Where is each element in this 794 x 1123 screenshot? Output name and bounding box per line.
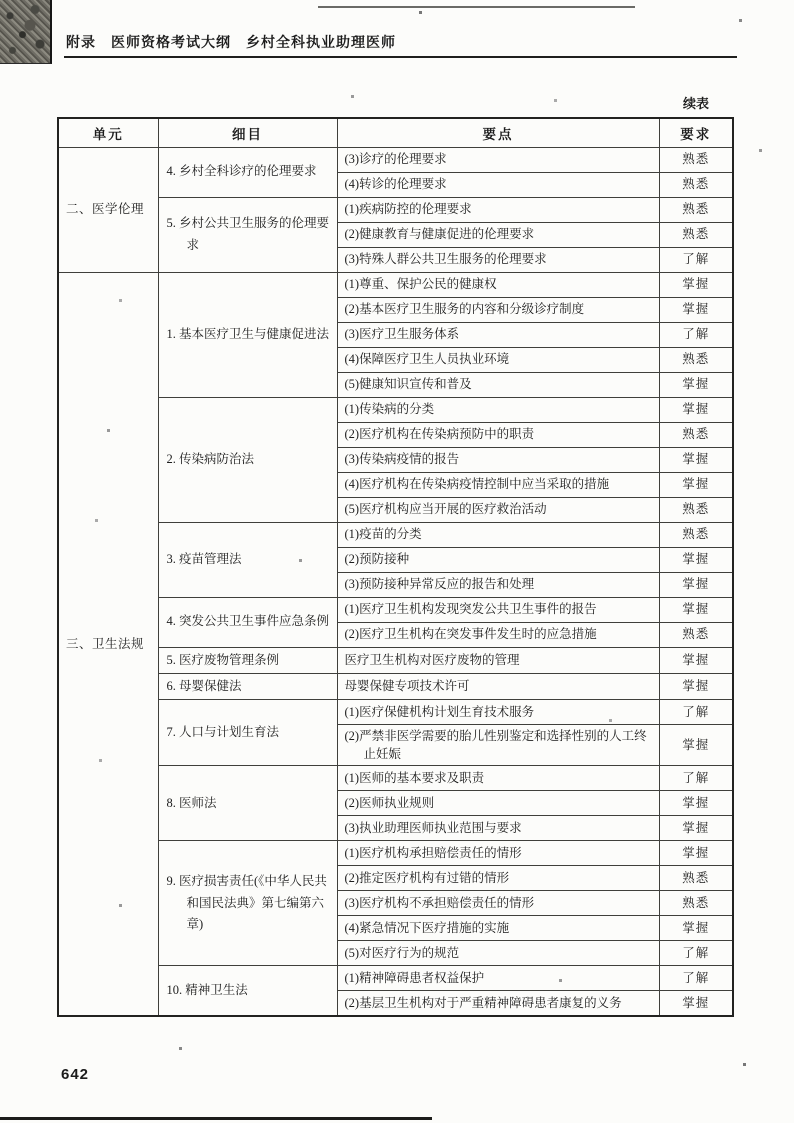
item-cell: 4. 突发公共卫生事件应急条例 xyxy=(158,597,337,647)
point-cell: (3)特殊人群公共卫生服务的伦理要求 xyxy=(337,247,659,272)
point-cell: (4)转诊的伦理要求 xyxy=(337,172,659,197)
table-row xyxy=(58,197,733,222)
table-row xyxy=(58,522,733,547)
requirement-cell: 掌握 xyxy=(659,297,733,322)
requirement-cell: 熟悉 xyxy=(659,422,733,447)
point-cell: (2)预防接种 xyxy=(337,547,659,572)
item-cell: 10. 精神卫生法 xyxy=(158,966,337,1016)
requirement-cell: 了解 xyxy=(659,941,733,966)
requirement-cell: 了解 xyxy=(659,322,733,347)
point-cell: (2)医疗卫生机构在突发事件发生时的应急措施 xyxy=(337,622,659,647)
item-cell: 7. 人口与计划生育法 xyxy=(158,700,337,766)
requirement-cell: 熟悉 xyxy=(659,197,733,222)
point-cell: (2)推定医疗机构有过错的情形 xyxy=(337,866,659,891)
requirement-cell: 熟悉 xyxy=(659,347,733,372)
requirement-cell: 熟悉 xyxy=(659,222,733,247)
syllabus-table-container xyxy=(57,117,732,1017)
item-cell: 4. 乡村全科诊疗的伦理要求 xyxy=(158,147,337,197)
point-cell: (1)疫苗的分类 xyxy=(337,522,659,547)
table-row xyxy=(58,673,733,699)
point-cell: (2)基本医疗卫生服务的内容和分级诊疗制度 xyxy=(337,297,659,322)
point-cell: (2)严禁非医学需要的胎儿性别鉴定和选择性别的人工终止妊娠 xyxy=(337,725,659,766)
point-cell: (2)健康教育与健康促进的伦理要求 xyxy=(337,222,659,247)
requirement-cell: 掌握 xyxy=(659,725,733,766)
point-cell: (1)疾病防控的伦理要求 xyxy=(337,197,659,222)
point-cell: (1)精神障碍患者权益保护 xyxy=(337,966,659,991)
point-cell: (3)传染病疫情的报告 xyxy=(337,447,659,472)
unit-cell: 二、医学伦理 xyxy=(58,147,158,272)
col-header-unit: 单元 xyxy=(58,118,158,147)
requirement-cell: 掌握 xyxy=(659,916,733,941)
item-cell: 3. 疫苗管理法 xyxy=(158,522,337,597)
item-cell: 9. 医疗损害责任(《中华人民共和国民法典》第七编第六章) xyxy=(158,841,337,966)
scan-line-artifact-top xyxy=(318,6,635,8)
table-row xyxy=(58,966,733,991)
point-cell: 母婴保健专项技术许可 xyxy=(337,673,659,699)
point-cell: (1)传染病的分类 xyxy=(337,397,659,422)
point-cell: (2)医师执业规则 xyxy=(337,791,659,816)
page-header-title: 附录 医师资格考试大纲 乡村全科执业助理医师 xyxy=(66,36,396,51)
requirement-cell: 掌握 xyxy=(659,791,733,816)
point-cell: (3)医疗机构不承担赔偿责任的情形 xyxy=(337,891,659,916)
requirement-cell: 掌握 xyxy=(659,272,733,297)
requirement-cell: 了解 xyxy=(659,966,733,991)
requirement-cell: 掌握 xyxy=(659,572,733,597)
requirement-cell: 掌握 xyxy=(659,447,733,472)
requirement-cell: 掌握 xyxy=(659,647,733,673)
requirement-cell: 掌握 xyxy=(659,547,733,572)
item-cell: 1. 基本医疗卫生与健康促进法 xyxy=(158,272,337,397)
point-cell: (4)紧急情况下医疗措施的实施 xyxy=(337,916,659,941)
point-cell: (4)保障医疗卫生人员执业环境 xyxy=(337,347,659,372)
scan-stamp-artifact xyxy=(0,0,52,64)
table-row xyxy=(58,397,733,422)
requirement-cell: 熟悉 xyxy=(659,497,733,522)
requirement-cell: 熟悉 xyxy=(659,172,733,197)
requirement-cell: 掌握 xyxy=(659,991,733,1016)
requirement-cell: 了解 xyxy=(659,700,733,725)
item-cell: 5. 医疗废物管理条例 xyxy=(158,647,337,673)
point-cell: (3)预防接种异常反应的报告和处理 xyxy=(337,572,659,597)
requirement-cell: 掌握 xyxy=(659,472,733,497)
item-cell: 5. 乡村公共卫生服务的伦理要求 xyxy=(158,197,337,272)
table-row xyxy=(58,147,733,172)
requirement-cell: 熟悉 xyxy=(659,891,733,916)
requirement-cell: 掌握 xyxy=(659,816,733,841)
table-row xyxy=(58,841,733,866)
requirement-cell: 掌握 xyxy=(659,597,733,622)
requirement-cell: 熟悉 xyxy=(659,622,733,647)
requirement-cell: 掌握 xyxy=(659,673,733,699)
point-cell: (2)基层卫生机构对于严重精神障碍患者康复的义务 xyxy=(337,991,659,1016)
col-header-requirement: 要求 xyxy=(659,118,733,147)
point-cell: (3)医疗卫生服务体系 xyxy=(337,322,659,347)
requirement-cell: 了解 xyxy=(659,247,733,272)
requirement-cell: 了解 xyxy=(659,766,733,791)
requirement-cell: 掌握 xyxy=(659,397,733,422)
table-row xyxy=(58,597,733,622)
requirement-cell: 掌握 xyxy=(659,841,733,866)
header-rule xyxy=(64,56,737,58)
syllabus-table xyxy=(57,117,734,1017)
point-cell: (5)健康知识宣传和普及 xyxy=(337,372,659,397)
item-cell: 6. 母婴保健法 xyxy=(158,673,337,699)
point-cell: (5)对医疗行为的规范 xyxy=(337,941,659,966)
point-cell: (5)医疗机构应当开展的医疗救治活动 xyxy=(337,497,659,522)
table-row xyxy=(58,272,733,297)
table-row xyxy=(58,766,733,791)
item-cell: 2. 传染病防治法 xyxy=(158,397,337,522)
point-cell: 医疗卫生机构对医疗废物的管理 xyxy=(337,647,659,673)
requirement-cell: 熟悉 xyxy=(659,147,733,172)
item-cell: 8. 医师法 xyxy=(158,766,337,841)
col-header-item: 细目 xyxy=(158,118,337,147)
table-row xyxy=(58,700,733,725)
table-row xyxy=(58,647,733,673)
unit-cell: 三、卫生法规 xyxy=(58,272,158,1016)
scan-speckle-artifacts xyxy=(0,0,1,1)
point-cell: (1)医疗卫生机构发现突发公共卫生事件的报告 xyxy=(337,597,659,622)
scan-line-artifact-bottom xyxy=(0,1117,432,1120)
requirement-cell: 熟悉 xyxy=(659,866,733,891)
col-header-points: 要点 xyxy=(337,118,659,147)
point-cell: (1)医疗保健机构计划生育技术服务 xyxy=(337,700,659,725)
point-cell: (2)医疗机构在传染病预防中的职责 xyxy=(337,422,659,447)
table-header-row xyxy=(58,118,733,147)
continued-table-label: 续表 xyxy=(683,96,710,111)
point-cell: (1)医师的基本要求及职责 xyxy=(337,766,659,791)
page-number: 642 xyxy=(61,1066,90,1083)
point-cell: (1)尊重、保护公民的健康权 xyxy=(337,272,659,297)
requirement-cell: 掌握 xyxy=(659,372,733,397)
requirement-cell: 熟悉 xyxy=(659,522,733,547)
syllabus-table-body xyxy=(58,147,733,1016)
point-cell: (1)医疗机构承担赔偿责任的情形 xyxy=(337,841,659,866)
point-cell: (3)诊疗的伦理要求 xyxy=(337,147,659,172)
point-cell: (4)医疗机构在传染病疫情控制中应当采取的措施 xyxy=(337,472,659,497)
point-cell: (3)执业助理医师执业范围与要求 xyxy=(337,816,659,841)
